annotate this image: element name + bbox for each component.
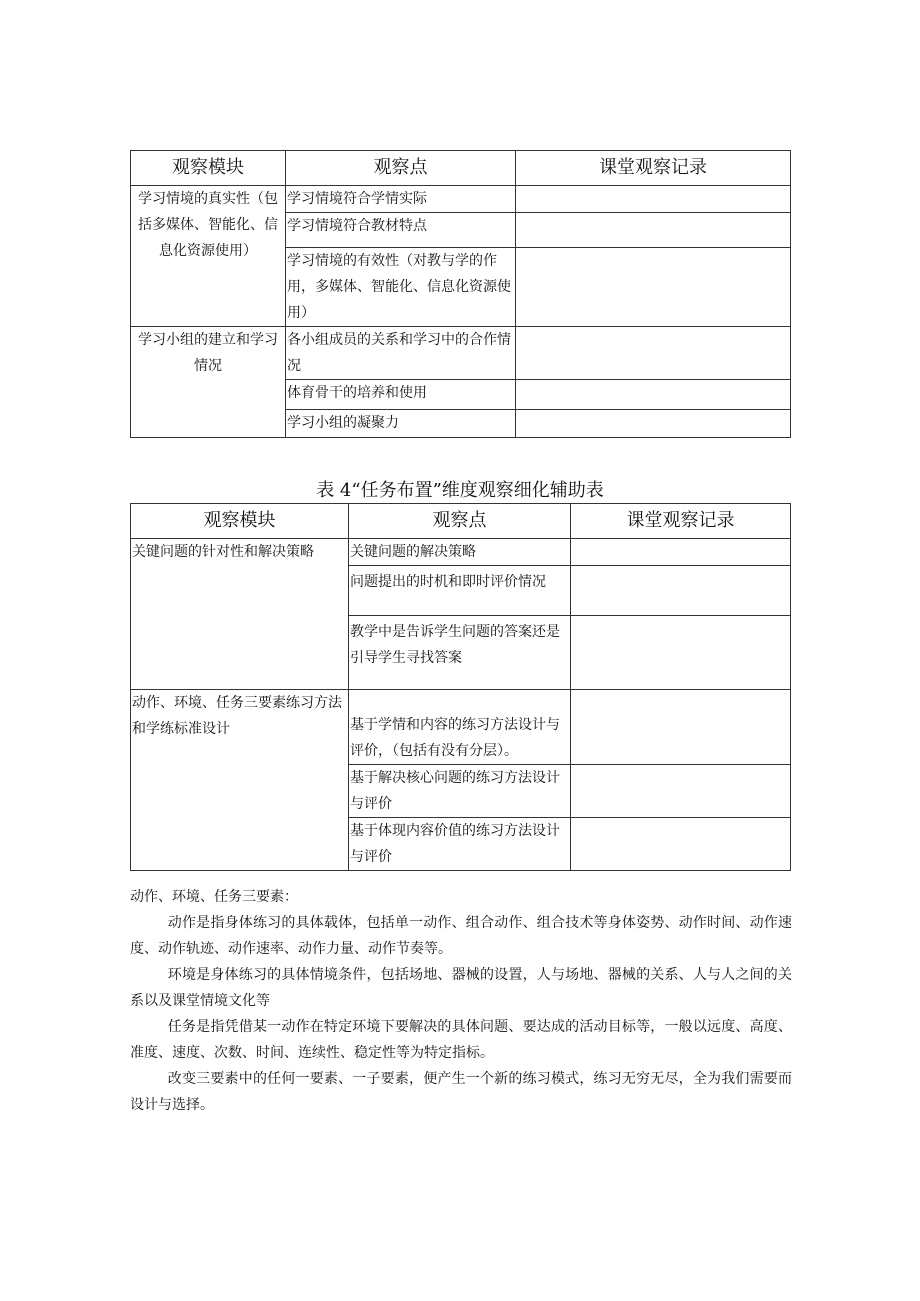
record-cell[interactable] [571, 566, 791, 616]
point-cell: 各小组成员的关系和学习中的合作情况 [286, 327, 516, 380]
point-cell: 基于解决核心问题的练习方法设计与评价 [349, 765, 571, 818]
module-cell: 关键问题的针对性和解决策略 [131, 539, 349, 690]
point-cell: 学习情境的有效性（对教与学的作用，多媒体、智能化、信息化资源使用） [286, 248, 516, 327]
record-cell[interactable] [516, 327, 791, 380]
notes-heading: 动作、环境、任务三要素： [130, 889, 298, 905]
header-point: 观察点 [349, 504, 571, 539]
module-cell: 学习小组的建立和学习情况 [131, 327, 286, 438]
header-module: 观察模块 [131, 151, 286, 186]
point-cell: 教学中是告诉学生问题的答案还是引导学生寻找答案 [349, 616, 571, 690]
notes-paragraph: 任务是指凭借某一动作在特定环境下要解决的具体问题、要达成的活动目标等，一般以远度、高度、准度、速度、次数、时间、连续性、稳定性等为特定指标。 [130, 1019, 792, 1061]
header-module: 观察模块 [131, 504, 349, 539]
three-elements-notes [130, 884, 792, 1118]
notes-paragraph: 环境是身体练习的具体情境条件，包括场地、器械的设置，人与场地、器械的关系、人与人之间的关系以及课堂情境文化等 [130, 967, 792, 1009]
table-row [131, 186, 791, 213]
table-row [131, 539, 791, 566]
table-row [131, 690, 791, 765]
observation-table-task [130, 503, 791, 871]
table-caption: 表 4“任务布置”维度观察细化辅助表 [316, 480, 604, 501]
header-point: 观察点 [286, 151, 516, 186]
table-row [131, 327, 791, 380]
record-cell[interactable] [516, 410, 791, 438]
point-cell: 学习情境符合教材特点 [286, 213, 516, 248]
point-cell: 体育骨干的培养和使用 [286, 380, 516, 410]
header-record: 课堂观察记录 [516, 151, 791, 186]
record-cell[interactable] [571, 616, 791, 690]
record-cell[interactable] [571, 539, 791, 566]
point-cell: 学习情境符合学情实际 [286, 186, 516, 213]
notes-paragraph: 改变三要素中的任何一要素、一子要素，便产生一个新的练习模式，练习无穷无尽，全为我们需要而设计与选择。 [130, 1071, 792, 1113]
point-cell: 关键问题的解决策略 [349, 539, 571, 566]
point-cell: 基于学情和内容的练习方法设计与评价，（包括有没有分层）。 [349, 690, 571, 765]
point-cell: 基于体现内容价值的练习方法设计与评价 [349, 818, 571, 871]
point-cell: 问题提出的时机和即时评价情况 [349, 566, 571, 616]
point-cell: 学习小组的凝聚力 [286, 410, 516, 438]
record-cell[interactable] [516, 213, 791, 248]
module-cell: 学习情境的真实性（包括多媒体、智能化、信息化资源使用） [131, 186, 286, 327]
header-record: 课堂观察记录 [571, 504, 791, 539]
table-header-row [131, 151, 791, 186]
table-header-row [131, 504, 791, 539]
notes-paragraph: 动作是指身体练习的具体载体，包括单一动作、组合动作、组合技术等身体姿势、动作时间、动作速度、动作轨迹、动作速率、动作力量、动作节奏等。 [130, 915, 792, 957]
record-cell[interactable] [516, 248, 791, 327]
record-cell[interactable] [571, 690, 791, 765]
record-cell[interactable] [571, 818, 791, 871]
record-cell[interactable] [516, 380, 791, 410]
record-cell[interactable] [516, 186, 791, 213]
record-cell[interactable] [571, 765, 791, 818]
module-cell: 动作、环境、任务三要素练习方法和学练标准设计 [131, 690, 349, 871]
observation-table-situation [130, 150, 791, 438]
